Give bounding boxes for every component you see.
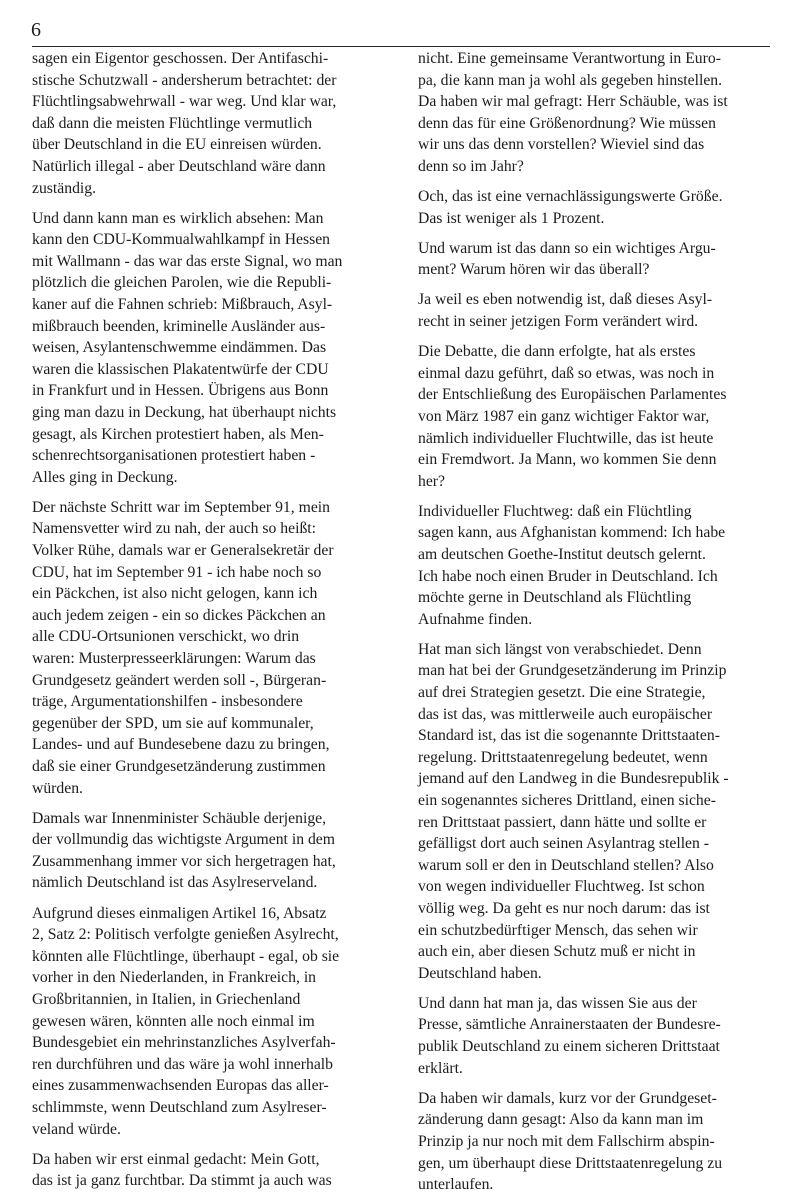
paragraph: Ja weil es eben notwendig ist, daß dieses Asyl- recht in seiner jetzigen Form verändert wird. [418, 291, 713, 331]
paragraph: Und dann hat man ja, das wissen Sie aus der Presse, sämtliche Anrainerstaaten der Bundesre- publik Deutschland zu einem sicheren Drittstaat erklärt. [418, 994, 721, 1077]
paragraph: Die Debatte, die dann erfolgte, hat als erstes einmal dazu geführt, daß so etwas, was noch in der Entschließung des Europäischen Parlamentes von März 1987 ein ganz wichtiger Faktor war, nämlich individueller Fluchtwille, das ist heute ein Fremdwort. Ja Mann, wo kommen Sie denn her? [418, 343, 727, 490]
page-number: 6 [31, 19, 41, 41]
paragraph: nicht. Eine gemeinsame Verantwortung in Euro- pa, die kann man ja wohl als gegeben hinstellen. Da haben wir mal gefragt: Herr Schäuble, was ist denn das für eine Größenordnung? Wie müssen wir uns das denn vorstellen? Wieviel sind das denn so im Jahr? [418, 50, 728, 175]
paragraph: sagen ein Eigentor geschossen. Der Antifaschi- stische Schutzwall - andersherum betrachtet: der Flüchtlingsabwehrwall - war weg. Und klar war, daß dann die meisten Flüchtlinge vermutlich über Deutschland in die EU einreisen würden. Natürlich illegal - aber Deutschland wäre dann zuständig. [32, 50, 337, 197]
paragraph: Da haben wir erst einmal gedacht: Mein Gott, das ist ja ganz furchtbar. Da stimmt ja auch was [32, 1150, 332, 1190]
right-column [418, 48, 772, 1204]
paragraph: Hat man sich längst von verabschiedet. Denn man hat bei der Grundgesetzänderung im Prinzip auf drei Strategien gesetzt. Die eine Strategie, das ist das, was mittlerweile auch europäischer Standard ist, das ist die sogenannte Drittstaaten- regelung. Drittstaatenregelung bedeutet, wenn jemand auf den Landweg in die Bundesrepublik - ein sogenanntes sicheres Drittland, einen siche- ren Drittstaat passiert, dann hätte und sollte er gefälligst dort auch seinen Asylantrag stellen - warum soll er den in Deutschland stellen? Also von wegen individueller Fluchtweg. Ist schon völlig weg. Da geht es nur noch darum: das ist ein schutzbedürftiger Mensch, das sehen wir auch ein, aber diesen Schutz muß er nicht in Deutschland haben. [418, 640, 729, 982]
paragraph: Aufgrund dieses einmaligen Artikel 16, Absatz 2, Satz 2: Politisch verfolgte genießen Asylrecht, könnten alle Flüchtlinge, überhaupt - egal, ob sie vorher in den Niederlanden, in Frankreich, in Großbritannien, in Italien, in Griechenland gewesen wären, könnten alle noch einmal im Bundesgebiet ein mehrinstanzliches Asylverfah- ren durchführen und das wäre ja wohl innerhalb eines zusammenwachsenden Europas das aller- schlimmste, wenn Deutschland zum Asylreser- veland würde. [32, 904, 340, 1138]
paragraph: Individueller Fluchtweg: daß ein Flüchtling sagen kann, aus Afghanistan kommend: Ich habe am deutschen Goethe-Institut deutsch gelernt. Ich habe noch einen Bruder in Deutschland. Ich möchte gerne in Deutschland als Flüchtling Aufnahme finden. [418, 502, 726, 628]
paragraph: Da haben wir damals, kurz vor der Grundgeset- zänderung dann gesagt: Also da kann man im Prinzip ja nur noch mit dem Fallschirm abspin- gen, um überhaupt diese Drittstaatenregelung zu unterlaufen. [418, 1089, 723, 1194]
paragraph: Der nächste Schritt war im September 91, mein Namensvetter wird zu nah, der auch so heißt: Volker Rühe, damals war er Generalsekretär der CDU, hat im September 91 - ich habe noch so ein Päckchen, ist also nicht gelogen, kann ich auch jedem zeigen - ein so dickes Päckchen an alle CDU-Ortsunionen verschickt, wo drin waren: Musterpresseerklärungen: Warum das Grundgesetz geändert werden soll -, Bürgeran- träge, Argumentationshilfen - insbesondere gegenüber der SPD, um sie auf kommunaler, Landes- und auf Bundesebene dazu zu bringen, daß sie einer Grundgesetzänderung zustimmen würden. [32, 498, 334, 797]
paragraph: Damals war Innenminister Schäuble derjenige, der vollmundig das wichtigste Argument in dem Zusammenhang immer vor sich hergetragen hat, nämlich Deutschland ist das Asylreserveland. [32, 809, 336, 892]
paragraph: Und warum ist das dann so ein wichtiges Argu- ment? Warum hören wir das überall? [418, 239, 716, 279]
paragraph: Och, das ist eine vernachlässigungswerte Größe. Das ist weniger als 1 Prozent. [418, 188, 723, 227]
header-rule [32, 46, 770, 47]
paragraph: Und dann kann man es wirklich absehen: Man kann den CDU-Kommualwahlkampf in Hessen mit Wallmann - das war das erste Signal, wo man plötzlich die gleichen Parolen, wie die Republi- kaner auf die Fahnen schrieb: Mißbrauch, Asyl- mißbrauch beenden, kriminelle Ausländer aus- weisen, Asylantenschwemme eindämmen. Das waren die klassischen Plakatentwürfe der CDU in Frankfurt und in Hessen. Übrigens aus Bonn ging man dazu in Deckung, hat überhaupt nichts gesagt, als Kirchen protestiert haben, als Men- schenrechtsorganisationen protestiert haben - Alles ging in Deckung. [32, 209, 343, 486]
left-column [32, 48, 388, 1200]
